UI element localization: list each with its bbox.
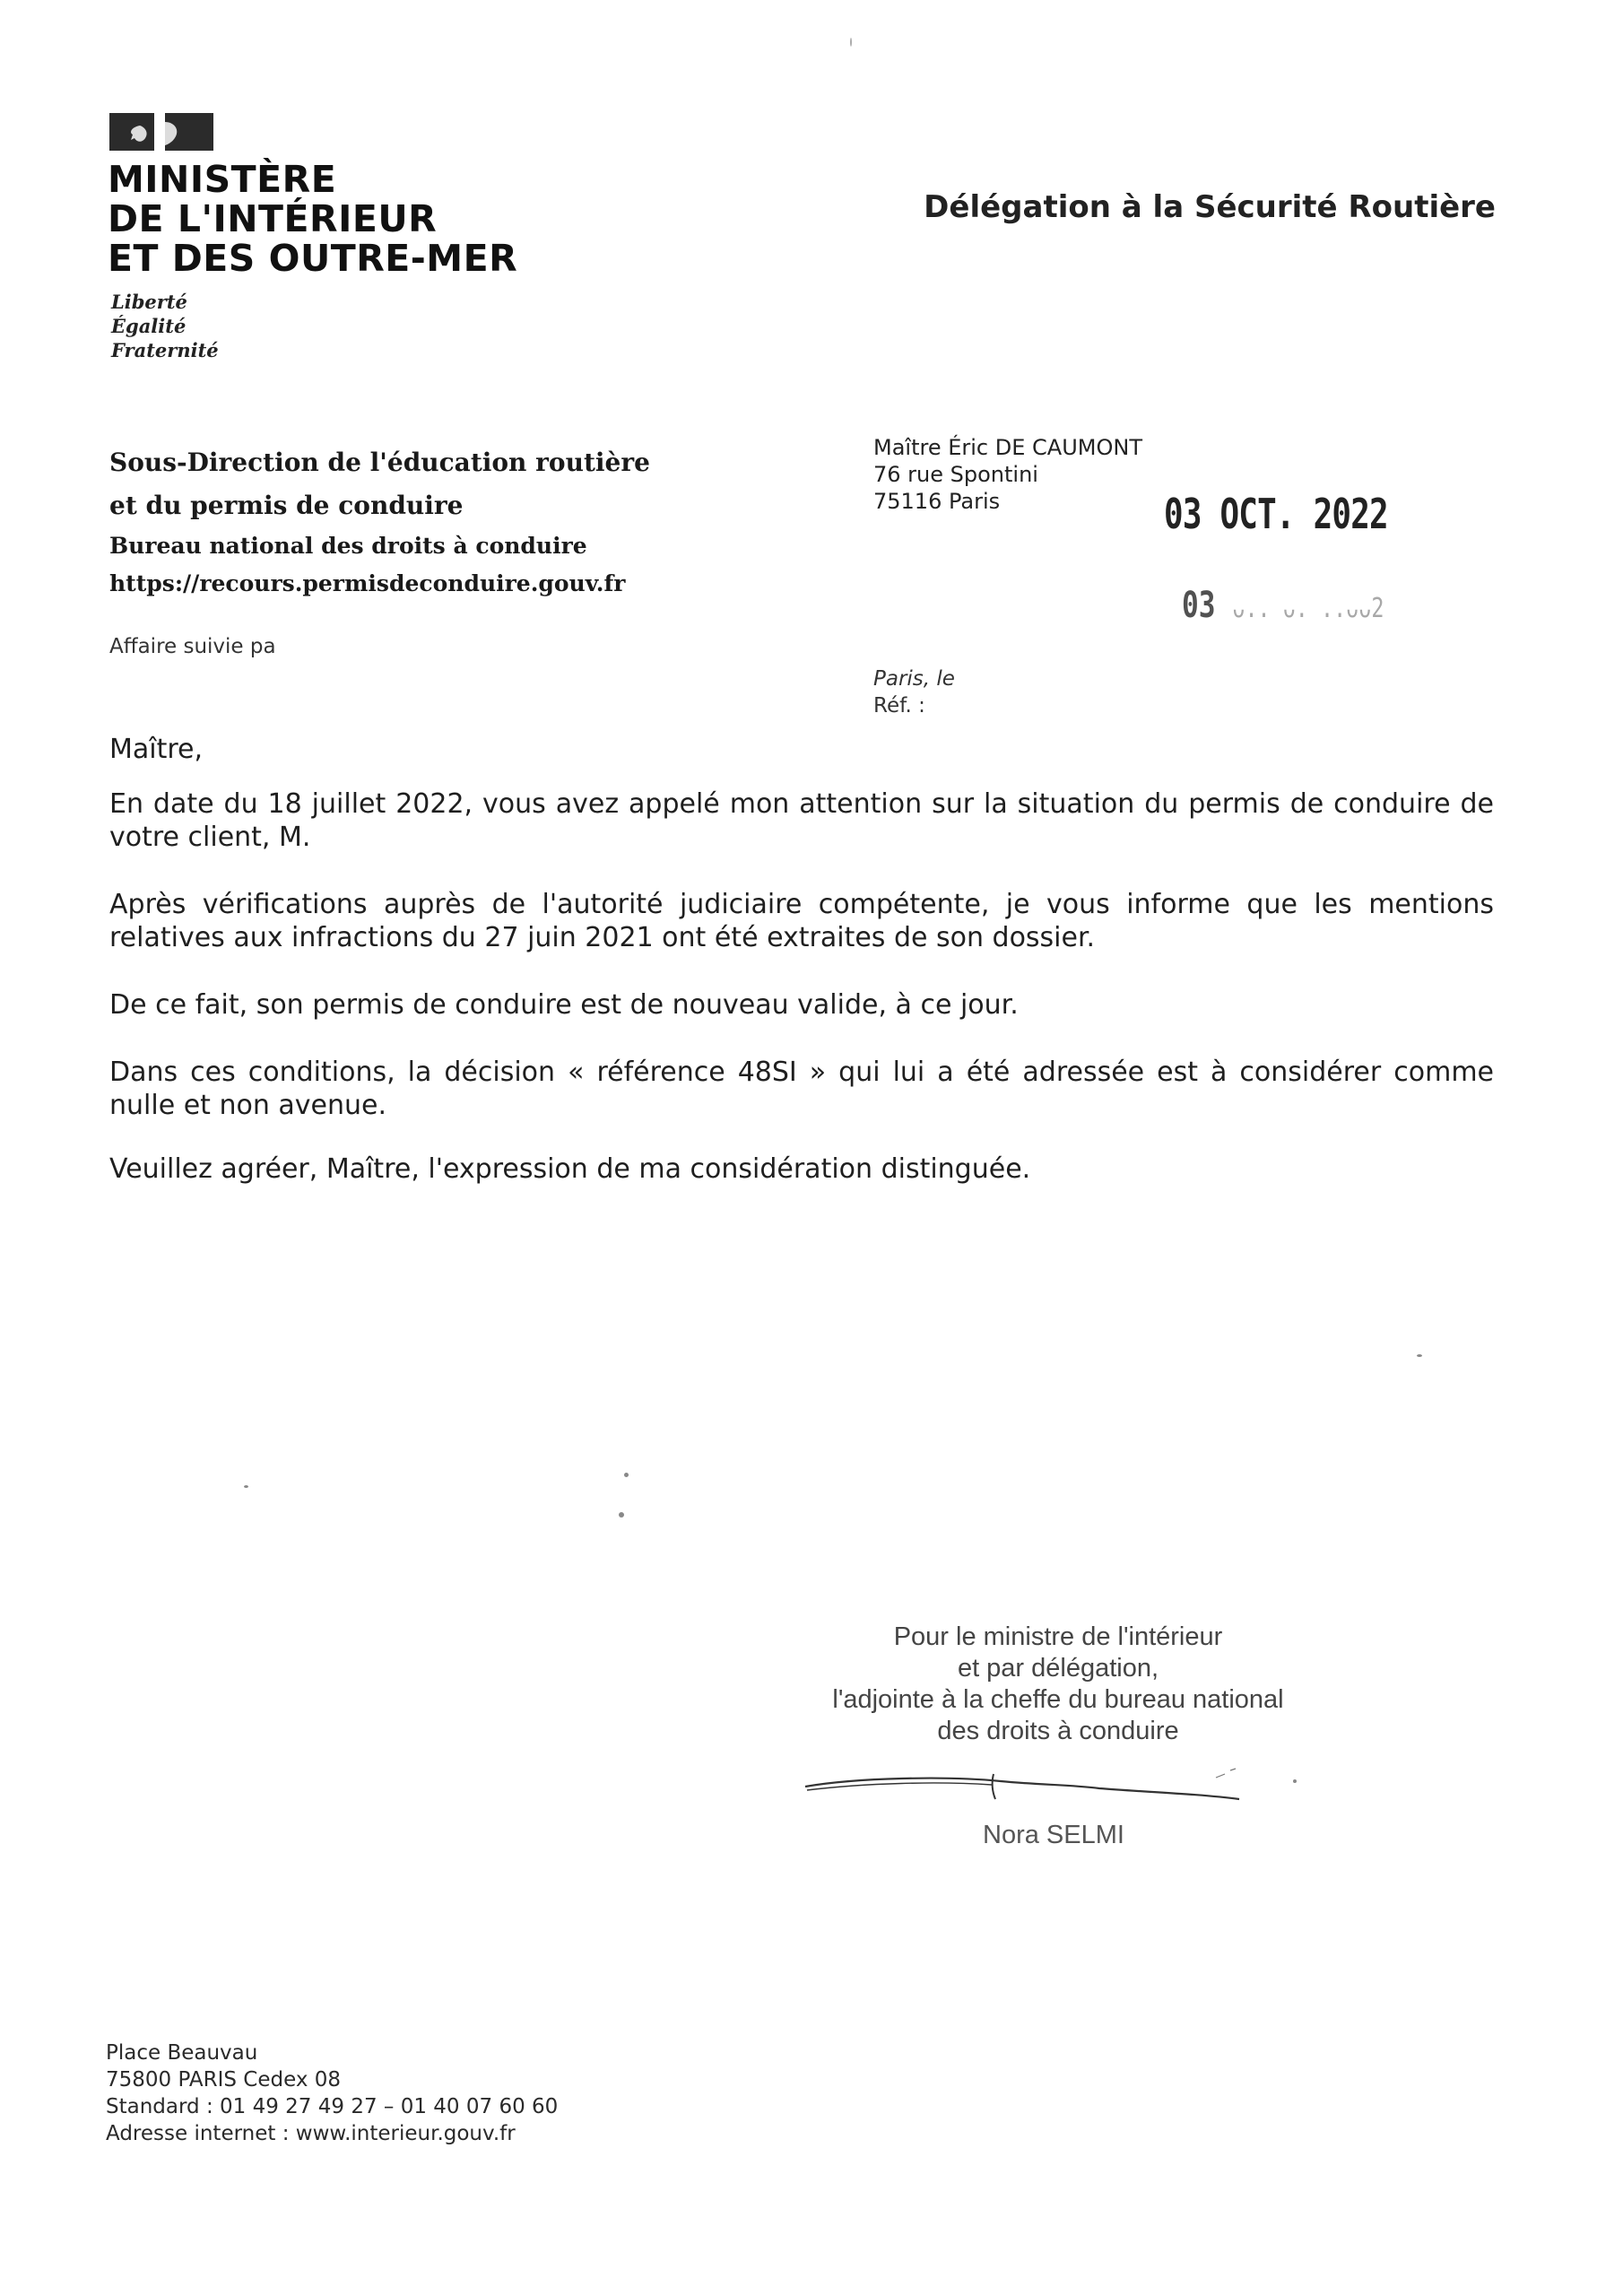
ministry-line-3: ET DES OUTRE-MER xyxy=(108,237,518,280)
service-line-2: et du permis de conduire xyxy=(109,491,464,520)
service-url: https://recours.permisdeconduire.gouv.fr xyxy=(109,570,626,596)
received-date-stamp: 03 OCT. 2022 xyxy=(1164,490,1388,538)
motto-fraternite: Fraternité xyxy=(111,339,219,361)
letter-body xyxy=(109,787,1494,1156)
footer-line-4: Adresse internet : www.interieur.gouv.fr xyxy=(106,2122,516,2145)
footer-line-2: 75800 PARIS Cedex 08 xyxy=(106,2068,342,2092)
signature-line-2: et par délégation, xyxy=(957,1654,1159,1683)
signer-name: Nora SELMI xyxy=(983,1821,1124,1849)
signature-line-1: Pour le ministre de l'intérieur xyxy=(893,1622,1223,1651)
recipient-address xyxy=(873,434,1142,515)
service-line-1: Sous-Direction de l'éducation routière xyxy=(109,448,650,477)
service-bureau: Bureau national des droits à conduire xyxy=(109,533,587,559)
sender-service xyxy=(109,441,650,603)
place-date: Paris, le xyxy=(873,667,955,691)
closing-formula: Veuillez agréer, Maître, l'expression de ma considération distinguée. xyxy=(109,1153,1031,1185)
paragraph: De ce fait, son permis de conduire est de nouveau valide, à ce jour. xyxy=(109,989,1019,1021)
paragraph: Dans ces conditions, la décision « référence 48SI » qui lui a été adressée est à considérer comme nulle et non avenue. xyxy=(109,1057,1494,1121)
ministry-line-1: MINISTÈRE xyxy=(108,158,337,201)
republic-logo-icon xyxy=(109,113,213,151)
recipient-city: 75116 Paris xyxy=(873,489,1001,514)
recipient-street: 76 rue Spontini xyxy=(873,462,1038,487)
signature-line-3: l'adjointe à la cheffe du bureau national xyxy=(832,1685,1284,1714)
affaire-suivie: Affaire suivie pa xyxy=(109,635,276,658)
salutation: Maître, xyxy=(109,734,204,765)
faint-stamp-day: 03 xyxy=(1182,585,1216,626)
republic-motto xyxy=(111,290,219,362)
recipient-name: Maître Éric DE CAUMONT xyxy=(873,435,1142,460)
faint-stamp-rest: ᴗ.. ᴗ. ..ᴗᴗ2 xyxy=(1232,593,1384,624)
paragraph: Après vérifications auprès de l'autorité judiciaire compétente, je vous informe que les mentions relatives aux infractions du 27 juin 2021 ont été extraites de son dossier. xyxy=(109,889,1494,953)
paragraph: En date du 18 juillet 2022, vous avez appelé mon attention sur la situation du permis de conduire de votre client, M. xyxy=(109,788,1494,853)
motto-liberte: Liberté xyxy=(111,291,187,313)
footer-line-1: Place Beauvau xyxy=(106,2041,258,2065)
signature-line-4: des droits à conduire xyxy=(937,1717,1179,1745)
footer-line-3: Standard : 01 49 27 49 27 – 01 40 07 60 60 xyxy=(106,2095,559,2118)
reference: Réf. : xyxy=(873,694,925,718)
footer-address xyxy=(106,2039,558,2147)
received-date-stamp-faint xyxy=(1182,585,1384,626)
ministry-line-2: DE L'INTÉRIEUR xyxy=(108,197,438,240)
motto-egalite: Égalité xyxy=(111,315,187,337)
dateline xyxy=(873,665,955,719)
signature-block xyxy=(807,1622,1309,1747)
ministry-name xyxy=(108,160,517,278)
delegation-title: Délégation à la Sécurité Routière xyxy=(924,189,1496,225)
handwritten-signature xyxy=(803,1767,1252,1812)
